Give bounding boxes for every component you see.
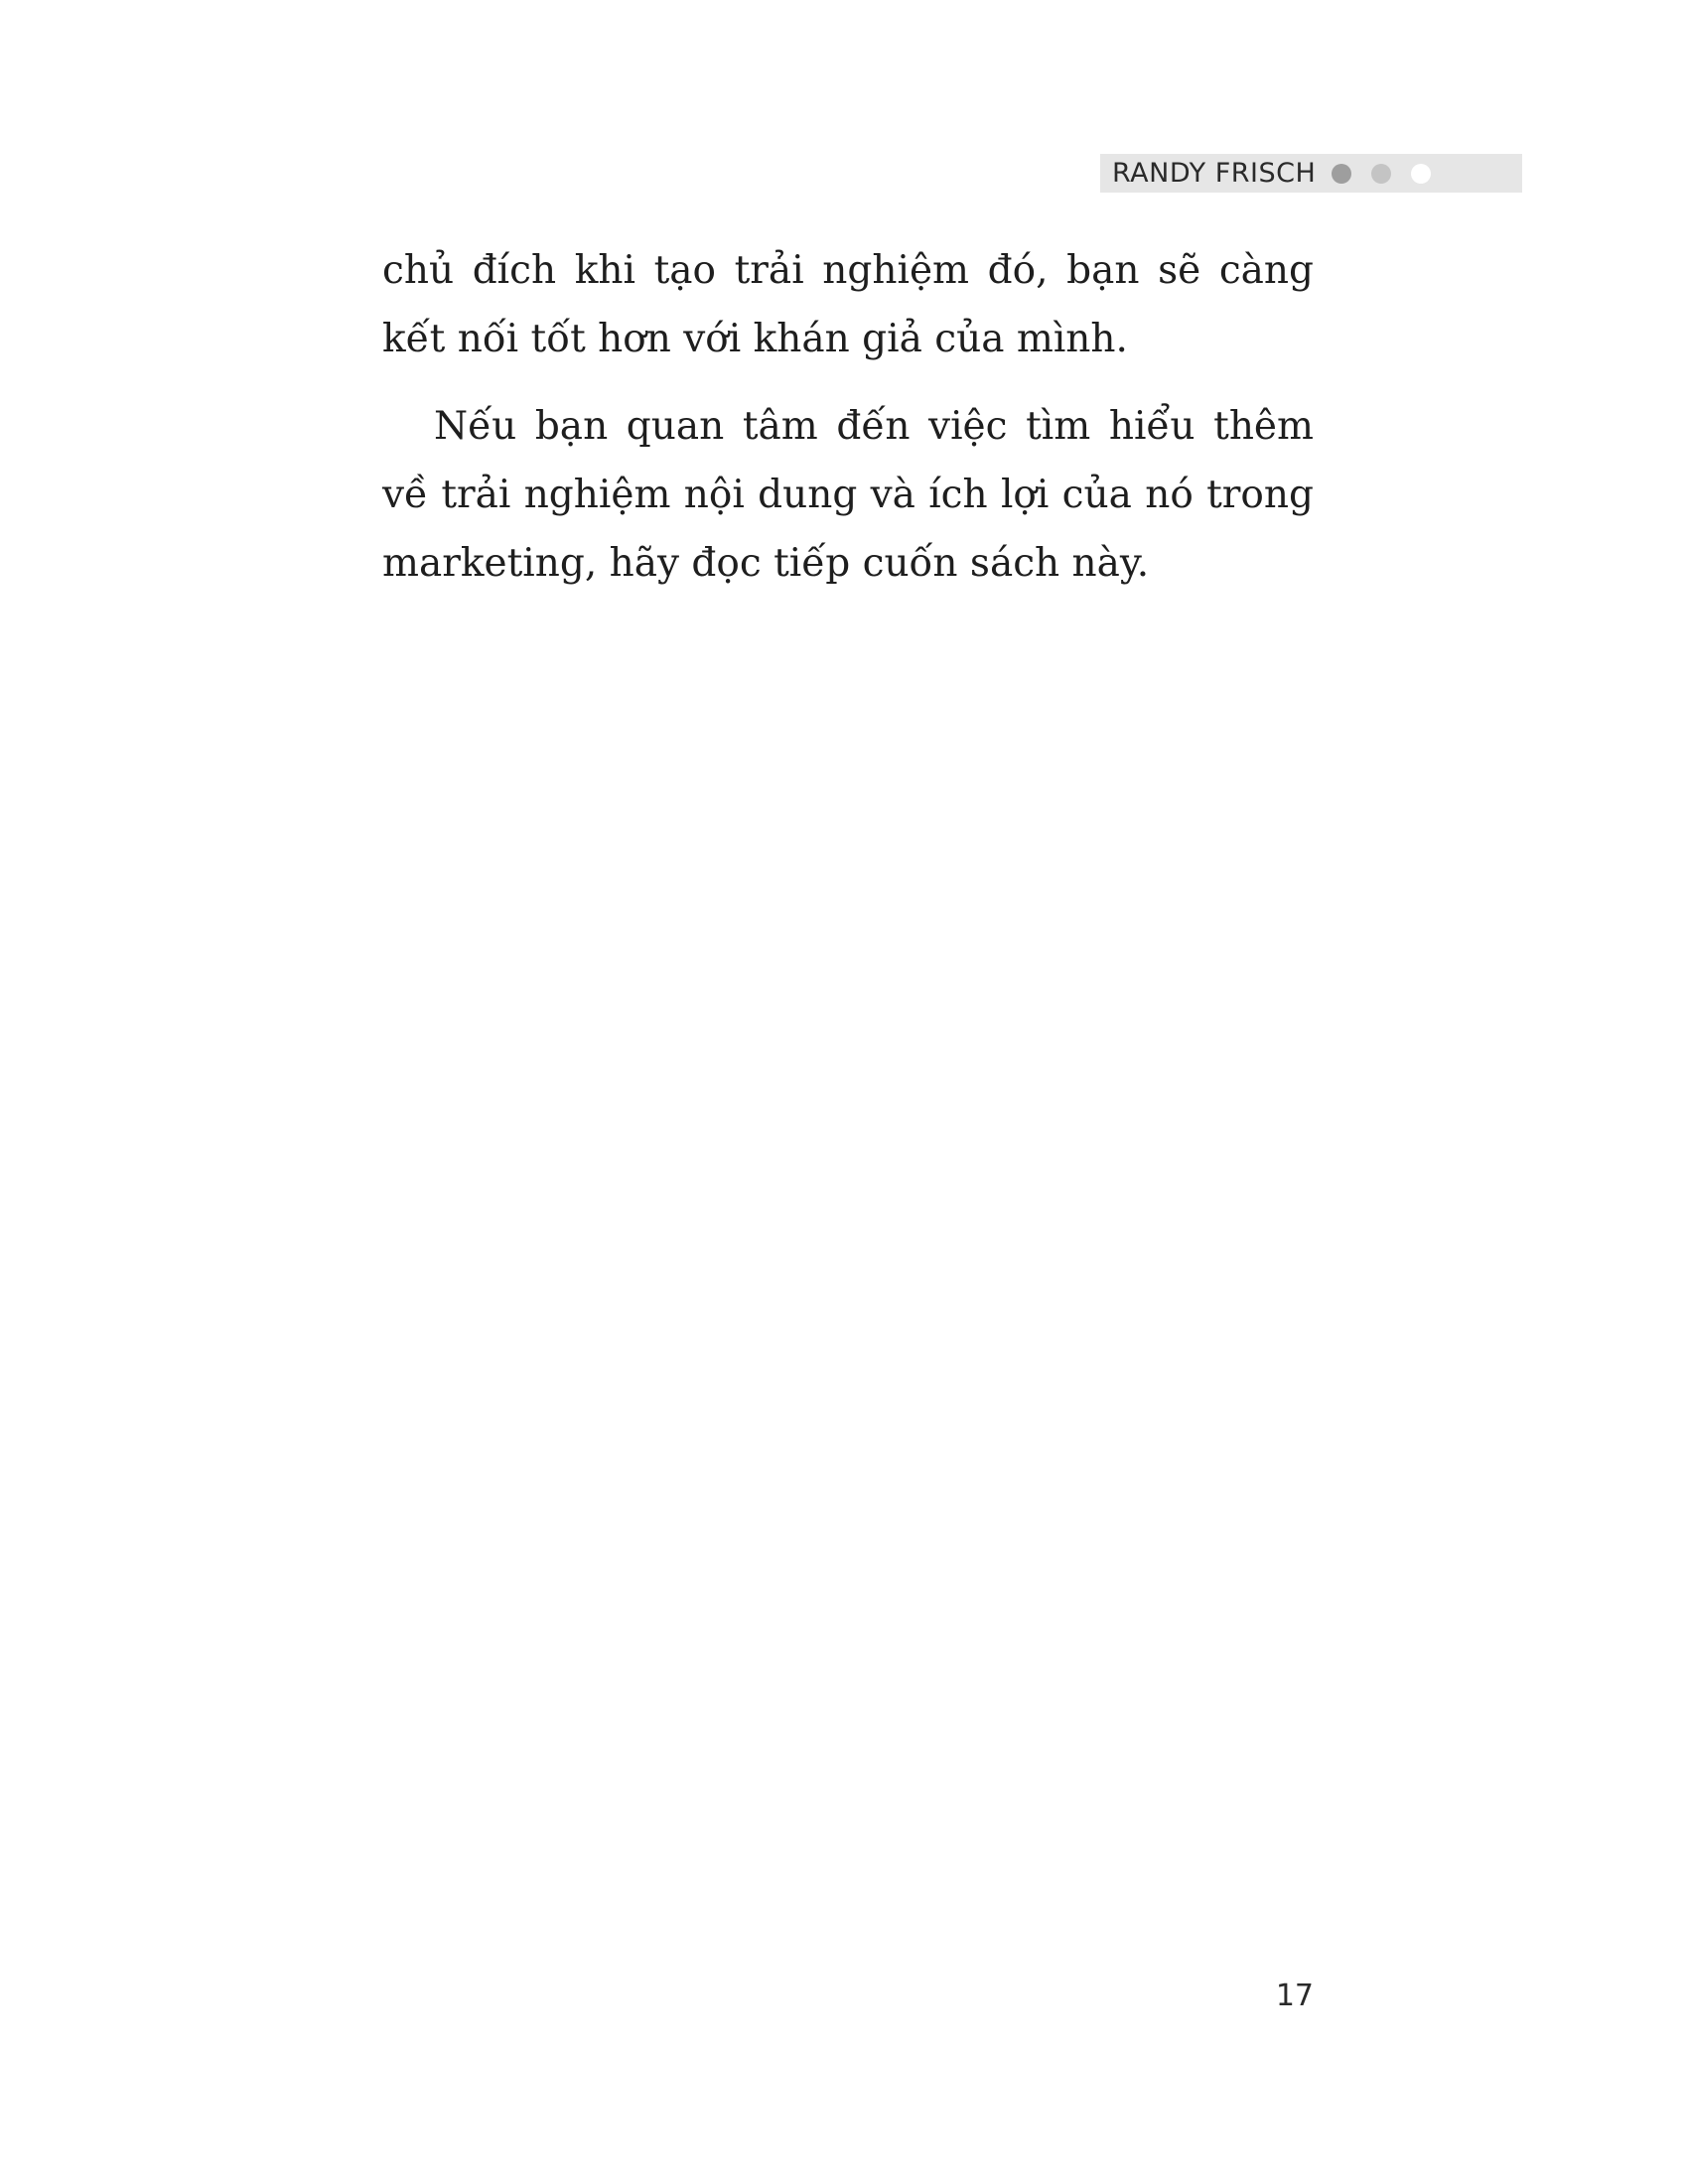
paragraph-2: Nếu bạn quan tâm đến việc tìm hiểu thêm về trải nghiệm nội dung và ích lợi của nó trong marketing, hãy đọc tiếp cuốn sách này. <box>382 404 1314 586</box>
body-text <box>382 236 1314 598</box>
paragraph-1: chủ đích khi tạo trải nghiệm đó, bạn sẽ càng kết nối tốt hơn với khán giả của mình. <box>382 248 1314 361</box>
author-name: RANDY FRISCH <box>1112 158 1317 189</box>
decorative-dots <box>1332 164 1451 184</box>
dot-dark-icon <box>1332 164 1351 184</box>
running-header <box>1100 154 1522 193</box>
dot-mid-icon <box>1371 164 1391 184</box>
page-number: 17 <box>1275 1979 1314 2013</box>
dot-light-icon <box>1411 164 1431 184</box>
